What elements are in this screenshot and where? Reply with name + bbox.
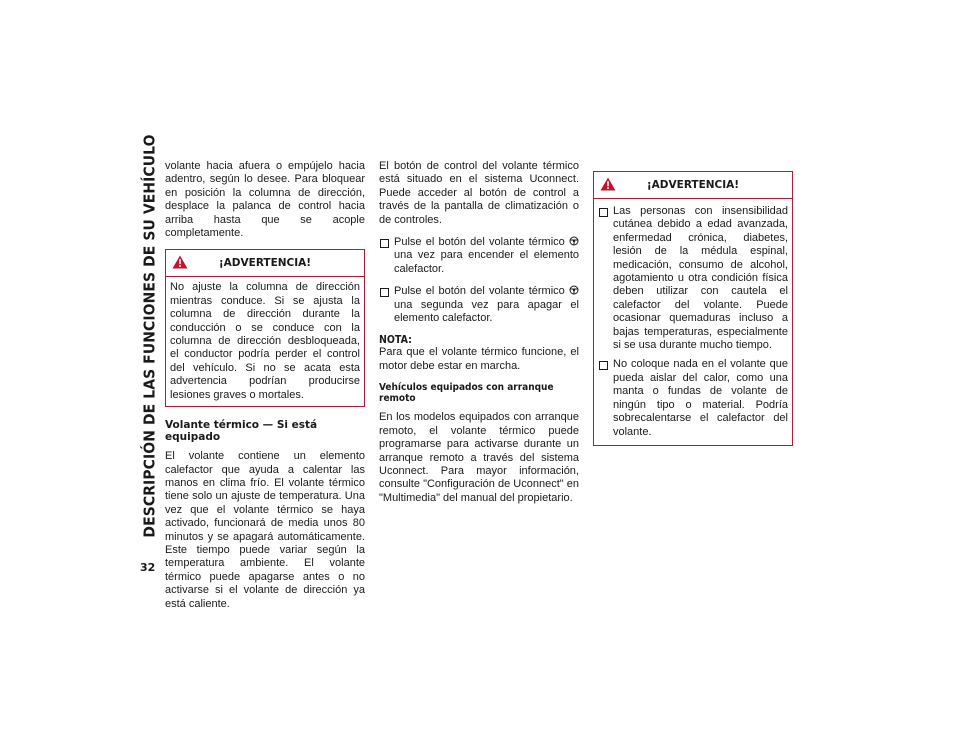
- list-item: Pulse el botón del volante térmico una vez para encender el elemento calefactor.: [379, 236, 579, 276]
- bullet-square-icon: [380, 239, 389, 248]
- warning-triangle-icon: [600, 177, 616, 191]
- subheading-remote-start: Vehículos equipados con arranque remoto: [379, 382, 554, 405]
- list-item: Pulse el botón del volante térmico una segunda vez para apagar el elemento calefactor.: [379, 285, 579, 325]
- note-label: NOTA:: [379, 334, 412, 347]
- warning-triangle-icon: [172, 255, 188, 269]
- intro-paragraph: volante hacia afuera o empújelo hacia adentro, según lo desee. Para bloquear en posición la columna de dirección, desplace la palanca de control hacia arriba hasta que se acople completamente.: [165, 160, 365, 240]
- warning-header: [594, 172, 792, 199]
- list-item: No coloque nada en el volante que pueda aislar del calor, como una manta o fundas de volante de ningún tipo o material. Podría sobrecalentarse el calefactor del volante.: [598, 358, 788, 438]
- note-text: Para que el volante térmico funcione, el motor debe estar en marcha.: [379, 346, 579, 372]
- section-side-title: DESCRIPCIÓN DE LAS FUNCIONES DE SU VEHÍCULO: [141, 134, 159, 538]
- remote-start-paragraph: En los modelos equipados con arranque remoto, el volante térmico puede programarse para activarse durante un arranque remoto a través del sistema Uconnect. Para mayor información, consulte "Configuración de Uconnect" en "Multimedia" del manual del propietario.: [379, 411, 579, 504]
- bullet-square-icon: [599, 361, 608, 370]
- list-item: Las personas con insensibilidad cutánea debido a edad avanzada, enfermedad crónica, diabetes, lesión de la médula espinal, medicación, consumo de alcohol, agotamiento u otra condición física deben utilizar con cautela el calefactor del volante. Puede ocasionar quemaduras incluso a bajas temperaturas, especialmente si se usa durante mucho tiempo.: [598, 205, 788, 352]
- body-paragraph: El volante contiene un elemento calefactor que ayuda a calentar las manos en clima frío. El volante térmico tiene solo un ajuste de temperatura. Una vez que el volante térmico se haya activado, funcionará de media unos 80 minutos y se apagará automáticamente. Este tiempo puede variar según la temperatura ambiente. El volante térmico puede apagarse antes o no activarse si el volante de dirección ya está caliente.: [165, 450, 365, 610]
- warning-text: No ajuste la columna de dirección mientras conduce. Si se ajusta la columna de dirección durante la conducción o se conduce con la columna de dirección desbloqueada, el conductor podría perder el control del vehículo. Si no se acata esta advertencia podrían producirse lesiones graves o mortales.: [170, 281, 360, 401]
- warning-box-heated-wheel: [593, 171, 793, 446]
- warning-box-steering-column: [165, 249, 365, 407]
- control-intro-paragraph: El botón de control del volante térmico está situado en el sistema Uconnect. Puede acceder al botón de control a través de la pantalla de climatización o de controles.: [379, 160, 579, 226]
- heated-steering-wheel-icon: [569, 236, 579, 246]
- warning-header: [166, 250, 364, 277]
- bullet-square-icon: [599, 208, 608, 217]
- warning-title: ¡ADVERTENCIA!: [646, 179, 740, 191]
- bullet-square-icon: [380, 288, 389, 297]
- column-middle: [379, 160, 579, 514]
- heated-steering-wheel-icon: [569, 285, 579, 295]
- section-heading-heated-wheel: Volante térmico — Si está equipado: [165, 419, 318, 444]
- warning-title: ¡ADVERTENCIA!: [218, 257, 312, 270]
- column-left: [165, 160, 365, 620]
- column-right: [593, 160, 793, 458]
- page-number: 32: [140, 561, 156, 574]
